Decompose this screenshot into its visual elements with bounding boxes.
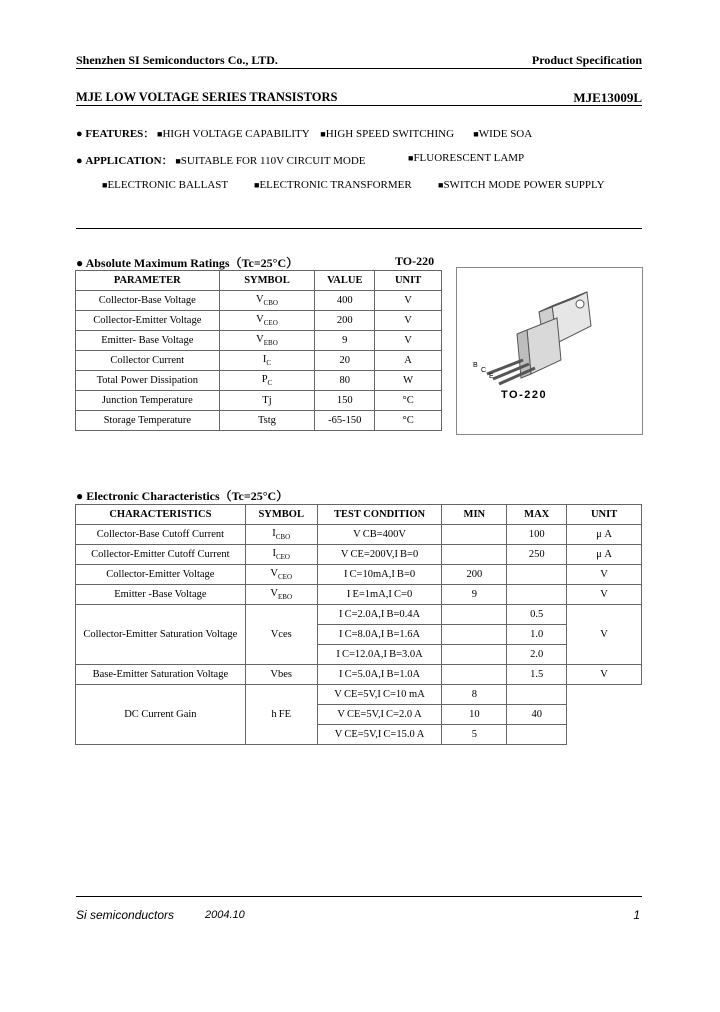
condition-cell: V CE=5V,I C=10 mA [317, 685, 442, 705]
condition-cell: I C=10mA,I B=0 [317, 565, 442, 585]
document-type: Product Specification [531, 53, 642, 67]
table-row [76, 545, 642, 565]
square-bullet-icon: ■ [157, 129, 163, 139]
square-bullet-icon: ■ [438, 180, 444, 190]
unit-cell: W [375, 371, 442, 391]
value-cell: -65-150 [315, 411, 375, 431]
feature-item: HIGH VOLTAGE CAPABILITY [162, 128, 310, 140]
condition-cell: V CE=200V,I B=0 [317, 545, 442, 565]
symbol-cell: Vbes [245, 665, 317, 685]
parameter-cell: Collector-Emitter Voltage [76, 311, 220, 331]
max-cell [507, 725, 567, 745]
parameter-cell: Junction Temperature [76, 391, 220, 411]
symbol-cell: Tstg [219, 411, 315, 431]
unit-cell: A [375, 351, 442, 371]
max-cell [507, 565, 567, 585]
parameter-cell: Collector-Base Voltage [76, 291, 220, 311]
page-number: 1 [633, 908, 640, 922]
characteristic-cell: Collector-Base Cutoff Current [76, 525, 246, 545]
column-header: SYMBOL [219, 271, 315, 291]
value-cell: 400 [315, 291, 375, 311]
parameter-cell: Emitter- Base Voltage [76, 331, 220, 351]
application-item-wrap [254, 179, 412, 191]
unit-cell: V [567, 605, 642, 665]
pin-label: C [481, 367, 487, 374]
max-cell [507, 685, 567, 705]
application-item-wrap [102, 179, 228, 191]
max-cell: 1.0 [507, 625, 567, 645]
bullet-icon: ● [76, 489, 84, 503]
table-row [76, 565, 642, 585]
unit-cell: °C [375, 391, 442, 411]
characteristic-cell: Base-Emitter Saturation Voltage [76, 665, 246, 685]
elec-table [75, 504, 642, 745]
parameter-cell: Total Power Dissipation [76, 371, 220, 391]
unit-cell: V [567, 565, 642, 585]
header-rule [76, 68, 642, 69]
max-cell: 40 [507, 705, 567, 725]
column-header: UNIT [375, 271, 442, 291]
title-rule [76, 105, 642, 106]
symbol-cell: $I_{CBO}$ [245, 525, 317, 545]
application-item: ELECTRONIC BALLAST [107, 179, 229, 191]
section-rule [76, 228, 642, 229]
min-cell: 200 [442, 565, 507, 585]
table-row [76, 331, 442, 351]
company-name: Shenzhen SI Semiconductors Co., LTD. [76, 53, 278, 67]
table-row [76, 525, 642, 545]
application-item-wrap [408, 152, 524, 164]
column-header: PARAMETER [76, 271, 220, 291]
value-cell: 9 [315, 331, 375, 351]
max-cell [507, 585, 567, 605]
application-label: APPLICATION： [85, 155, 173, 167]
column-header: VALUE [315, 271, 375, 291]
table-row [76, 351, 442, 371]
abs-max-table [75, 270, 442, 431]
parameter-cell: Collector Current [76, 351, 220, 371]
value-cell: 80 [315, 371, 375, 391]
table-row [76, 605, 642, 625]
footer-company: Si semiconductors [76, 908, 175, 922]
min-cell [442, 625, 507, 645]
symbol-cell: Vces [245, 605, 317, 665]
pin-label: B [473, 362, 478, 369]
part-number: MJE13009L [573, 90, 642, 105]
table-row [76, 665, 642, 685]
symbol-cell: $I_C$ [219, 351, 315, 371]
series-title: MJE LOW VOLTAGE SERIES TRANSISTORS [76, 90, 338, 104]
min-cell [442, 525, 507, 545]
max-cell: 1.5 [507, 665, 567, 685]
min-cell: 10 [442, 705, 507, 725]
column-header: MAX [507, 505, 567, 525]
max-cell: 100 [507, 525, 567, 545]
to220-package-icon [457, 268, 642, 434]
application-item-wrap [438, 179, 605, 191]
elec-title: Electronic Characteristics（Tc=25°C） [86, 489, 289, 503]
max-cell: 2.0 [507, 645, 567, 665]
application-line [76, 152, 366, 168]
column-header: UNIT [567, 505, 642, 525]
square-bullet-icon: ■ [408, 153, 414, 163]
symbol-cell: $I_{CEO}$ [245, 545, 317, 565]
symbol-cell: $V_{CEO}$ [245, 565, 317, 585]
table-row [76, 585, 642, 605]
table-row [76, 291, 442, 311]
symbol-cell: h FE [245, 685, 317, 745]
footer-rule [76, 896, 642, 897]
unit-cell: V [567, 665, 642, 685]
column-header: TEST CONDITION [317, 505, 442, 525]
unit-cell: V [375, 291, 442, 311]
footer-date: 2004.10 [205, 909, 245, 921]
min-cell: 5 [442, 725, 507, 745]
abs-max-title: Absolute Maximum Ratings（Tc=25°C） [85, 256, 299, 270]
package-drawing [456, 267, 643, 435]
symbol-cell: $V_{EBO}$ [219, 331, 315, 351]
value-cell: 200 [315, 311, 375, 331]
symbol-cell: $V_{EBO}$ [245, 585, 317, 605]
package-caption: TO-220 [501, 389, 548, 401]
features-label: FEATURES： [85, 128, 155, 140]
application-item: FLUORESCENT LAMP [413, 152, 525, 164]
max-cell: 0.5 [507, 605, 567, 625]
bullet-icon: ● [76, 256, 84, 270]
elec-heading [76, 487, 288, 504]
condition-cell: V CB=400V [317, 525, 442, 545]
unit-cell: V [375, 331, 442, 351]
characteristic-cell: Emitter -Base Voltage [76, 585, 246, 605]
min-cell [442, 645, 507, 665]
unit-cell: μ A [567, 545, 642, 565]
min-cell: 8 [442, 685, 507, 705]
column-header: SYMBOL [245, 505, 317, 525]
min-cell [442, 665, 507, 685]
bullet-icon: ● [76, 155, 83, 167]
feature-item: WIDE SOA [478, 128, 533, 140]
max-cell: 250 [507, 545, 567, 565]
bullet-icon: ● [76, 128, 83, 140]
value-cell: 20 [315, 351, 375, 371]
table-row [76, 311, 442, 331]
package-label: TO-220 [395, 254, 435, 268]
application-item: ELECTRONIC TRANSFORMER [259, 179, 412, 191]
table-row [76, 371, 442, 391]
square-bullet-icon: ■ [254, 180, 260, 190]
condition-cell: I C=8.0A,I B=1.6A [317, 625, 442, 645]
characteristic-cell: Collector-Emitter Voltage [76, 565, 246, 585]
unit-cell: V [567, 585, 642, 605]
condition-cell: V CE=5V,I C=2.0 A [317, 705, 442, 725]
square-bullet-icon: ■ [102, 180, 108, 190]
application-item: SWITCH MODE POWER SUPPLY [443, 179, 605, 191]
unit-cell [567, 685, 642, 745]
unit-cell: V [375, 311, 442, 331]
value-cell: 150 [315, 391, 375, 411]
pin-label: E [489, 373, 494, 380]
abs-max-heading [76, 254, 298, 271]
square-bullet-icon: ■ [320, 129, 326, 139]
column-header: CHARACTERISTICS [76, 505, 246, 525]
feature-item: HIGH SPEED SWITCHING [325, 128, 455, 140]
condition-cell: V CE=5V,I C=15.0 A [317, 725, 442, 745]
characteristic-cell: Collector-Emitter Saturation Voltage [76, 605, 246, 665]
table-row [76, 685, 642, 705]
square-bullet-icon: ■ [175, 156, 181, 166]
column-header: MIN [442, 505, 507, 525]
table-row [76, 411, 442, 431]
table-row [76, 391, 442, 411]
characteristic-cell: DC Current Gain [76, 685, 246, 745]
characteristic-cell: Collector-Emitter Cutoff Current [76, 545, 246, 565]
application-item: SUITABLE FOR 110V CIRCUIT MODE [180, 155, 366, 167]
features-line [76, 125, 532, 141]
symbol-cell: $V_{CBO}$ [219, 291, 315, 311]
condition-cell: I E=1mA,I C=0 [317, 585, 442, 605]
min-cell [442, 545, 507, 565]
min-cell: 9 [442, 585, 507, 605]
parameter-cell: Storage Temperature [76, 411, 220, 431]
unit-cell: °C [375, 411, 442, 431]
min-cell [442, 605, 507, 625]
condition-cell: I C=2.0A,I B=0.4A [317, 605, 442, 625]
condition-cell: I C=12.0A,I B=3.0A [317, 645, 442, 665]
condition-cell: I C=5.0A,I B=1.0A [317, 665, 442, 685]
unit-cell: μ A [567, 525, 642, 545]
symbol-cell: $V_{CEO}$ [219, 311, 315, 331]
symbol-cell: $P_C$ [219, 371, 315, 391]
square-bullet-icon: ■ [473, 129, 479, 139]
symbol-cell: Tj [219, 391, 315, 411]
